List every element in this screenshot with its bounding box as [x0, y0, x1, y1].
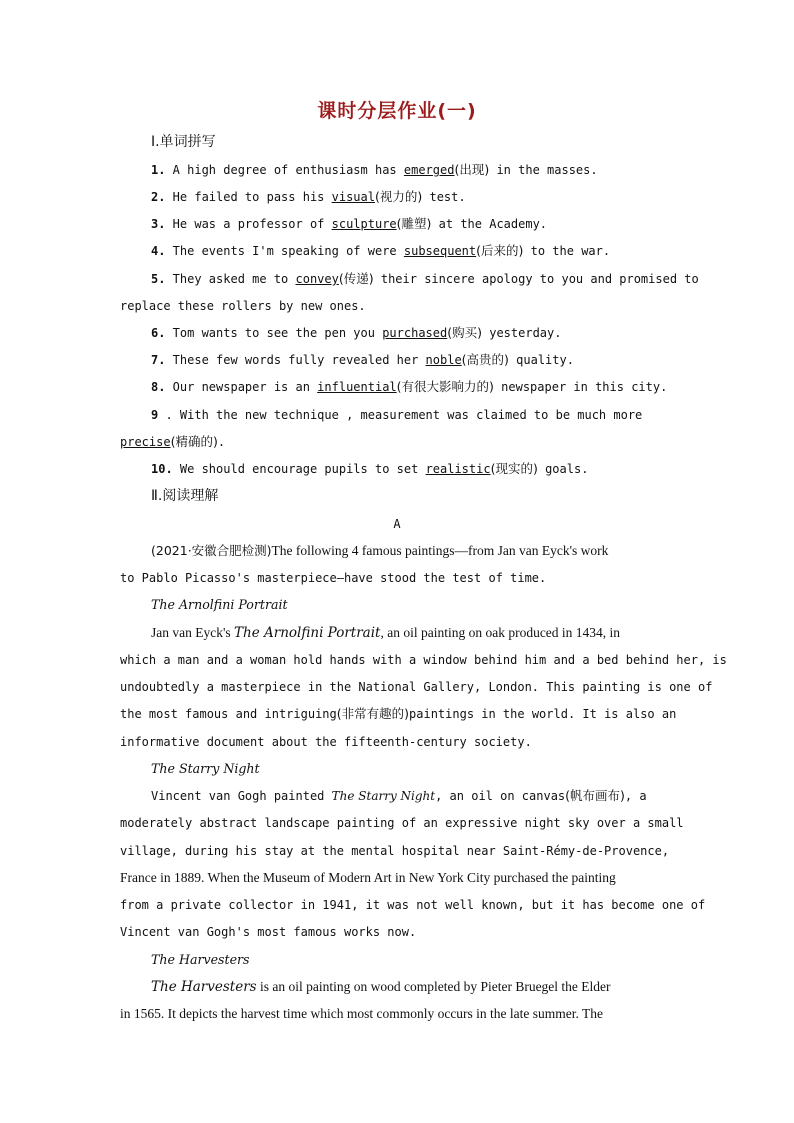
chinese-hint: (有很大影响力的) — [396, 379, 494, 394]
paragraph-2-line-2: moderately abstract landscape painting of an expressive night sky over a small — [120, 816, 684, 830]
passage-intro — [151, 542, 674, 560]
source-note: (2021·安徽合肥检测) — [151, 543, 272, 558]
answer-word: precise — [120, 435, 171, 449]
question-6 — [151, 324, 674, 342]
question-text-end: goals. — [537, 462, 589, 476]
section-heading-spelling: Ⅰ.单词拼写 — [151, 134, 216, 150]
chinese-hint: (雕塑) — [396, 216, 432, 231]
question-7 — [151, 351, 674, 369]
question-number: 8. — [151, 380, 166, 394]
question-text: Our newspaper is an — [165, 380, 318, 394]
answer-word: visual — [331, 190, 375, 204]
painting-heading-3: The Harvesters — [151, 952, 250, 967]
question-number: 5. — [151, 272, 166, 286]
paragraph-2-line-6: Vincent van Gogh's most famous works now. — [120, 925, 417, 939]
chinese-hint: (后来的) — [476, 243, 524, 258]
question-2 — [151, 188, 674, 206]
section-heading-reading: Ⅱ.阅读理解 — [151, 488, 219, 504]
text-span: Vincent van Gogh painted — [151, 789, 332, 803]
passage-intro-continued: to Pablo Picasso's masterpiece—have stood the test of time. — [120, 571, 547, 585]
paragraph-2-line-1 — [151, 787, 674, 805]
paragraph-2-line-4: France in 1889. When the Museum of Modern Art in New York City purchased the painting — [120, 870, 616, 885]
paragraph-3-line-1 — [151, 978, 674, 996]
paragraph-1-line-4 — [120, 705, 677, 723]
question-5-continued: replace these rollers by new ones. — [120, 299, 366, 313]
text-span: , a — [624, 789, 647, 803]
question-text: They asked me to — [165, 272, 296, 286]
paragraph-1-line-3: undoubtedly a masterpiece in the National Gallery, London. This painting is one of — [120, 680, 713, 694]
painting-title: The Harvesters — [151, 979, 257, 995]
painting-title: The Arnolfini Portrait — [234, 625, 381, 641]
answer-word: sculpture — [331, 217, 397, 231]
question-number: 9 — [151, 408, 159, 422]
question-text: . With the new technique , measurement was claimed to be much more — [158, 408, 643, 422]
question-3 — [151, 215, 674, 233]
answer-word: noble — [425, 353, 462, 367]
question-text: Tom wants to see the pen you — [165, 326, 383, 340]
painting-heading-2: The Starry Night — [151, 761, 260, 776]
text-span: Jan van Eyck's — [151, 625, 235, 640]
question-text: He was a professor of — [165, 217, 332, 231]
question-text-end: their sincere apology to you and promised to — [373, 272, 699, 286]
question-number: 7. — [151, 353, 166, 367]
passage-label: A — [393, 517, 401, 531]
chinese-hint: (现实的) — [490, 461, 538, 476]
text-span: the most famous and intriguing — [120, 707, 337, 721]
question-10 — [151, 460, 674, 478]
question-text: The events I'm speaking of were — [165, 244, 404, 258]
painting-heading-1: The Arnolfini Portrait — [151, 597, 288, 612]
chinese-hint: (视力的) — [374, 189, 423, 204]
question-number: 3. — [151, 217, 166, 231]
chinese-gloss: (非常有趣的) — [336, 706, 410, 721]
answer-word: subsequent — [403, 244, 477, 258]
question-text-end: yesterday. — [482, 326, 562, 340]
question-number: 4. — [151, 244, 166, 258]
text-span: , an oil painting on oak produced in 1434, in — [380, 625, 621, 640]
chinese-hint: (精确的) — [170, 434, 218, 449]
question-text-end: in the masses. — [489, 163, 598, 177]
paragraph-1-line-5: informative document about the fifteenth-century society. — [120, 735, 532, 749]
question-text: A high degree of enthusiasm has — [165, 163, 404, 177]
question-number: 10. — [151, 462, 173, 476]
question-text-end: newspaper in this city. — [493, 380, 668, 394]
question-5 — [151, 270, 699, 288]
text-span: is an oil painting on wood completed by Pieter Bruegel the Elder — [256, 979, 611, 994]
question-text: We should encourage pupils to set — [172, 462, 426, 476]
intro-text: The following 4 famous paintings—from Jan van Eyck's work — [271, 543, 609, 558]
question-text: These few words fully revealed her — [165, 353, 426, 367]
question-text-end: test. — [422, 190, 466, 204]
chinese-gloss: (帆布画布) — [565, 788, 625, 803]
paragraph-2-line-5: from a private collector in 1941, it was not well known, but it has become one of — [120, 898, 706, 912]
text-span: paintings in the world. It is also an — [409, 707, 677, 721]
question-number: 1. — [151, 163, 166, 177]
paragraph-1-line-2: which a man and a woman hold hands with a window behind him and a bed behind her, is — [120, 653, 727, 667]
chinese-hint: (高贵的) — [461, 352, 509, 367]
chinese-hint: (出现) — [454, 162, 490, 177]
question-text-end: . — [217, 435, 226, 449]
question-number: 6. — [151, 326, 166, 340]
question-8 — [151, 378, 674, 396]
answer-word: purchased — [382, 326, 448, 340]
text-span: , an oil on canvas — [435, 789, 566, 803]
question-number: 2. — [151, 190, 166, 204]
question-9 — [151, 406, 674, 424]
paragraph-2-line-3: village, during his stay at the mental hospital near Saint-Rémy-de-Provence, — [120, 844, 670, 858]
paragraph-1-line-1 — [151, 624, 674, 642]
answer-word: convey — [295, 272, 339, 286]
question-9-continued — [120, 433, 674, 451]
question-4 — [151, 242, 674, 260]
answer-word: emerged — [403, 163, 455, 177]
question-text: He failed to pass his — [165, 190, 332, 204]
question-1 — [151, 161, 674, 179]
question-text-end: to the war. — [523, 244, 611, 258]
answer-word: influential — [317, 380, 397, 394]
question-text-end: quality. — [508, 353, 574, 367]
page-title: 课时分层作业(一) — [317, 100, 477, 122]
chinese-hint: (购买) — [447, 325, 482, 340]
paragraph-3-line-2: in 1565. It depicts the harvest time which most commonly occurs in the late summer. The — [120, 1006, 604, 1021]
chinese-hint: (传递) — [338, 271, 374, 286]
question-text-end: at the Academy. — [431, 217, 548, 231]
painting-title: The Starry Night — [331, 789, 436, 803]
answer-word: realistic — [425, 462, 491, 476]
